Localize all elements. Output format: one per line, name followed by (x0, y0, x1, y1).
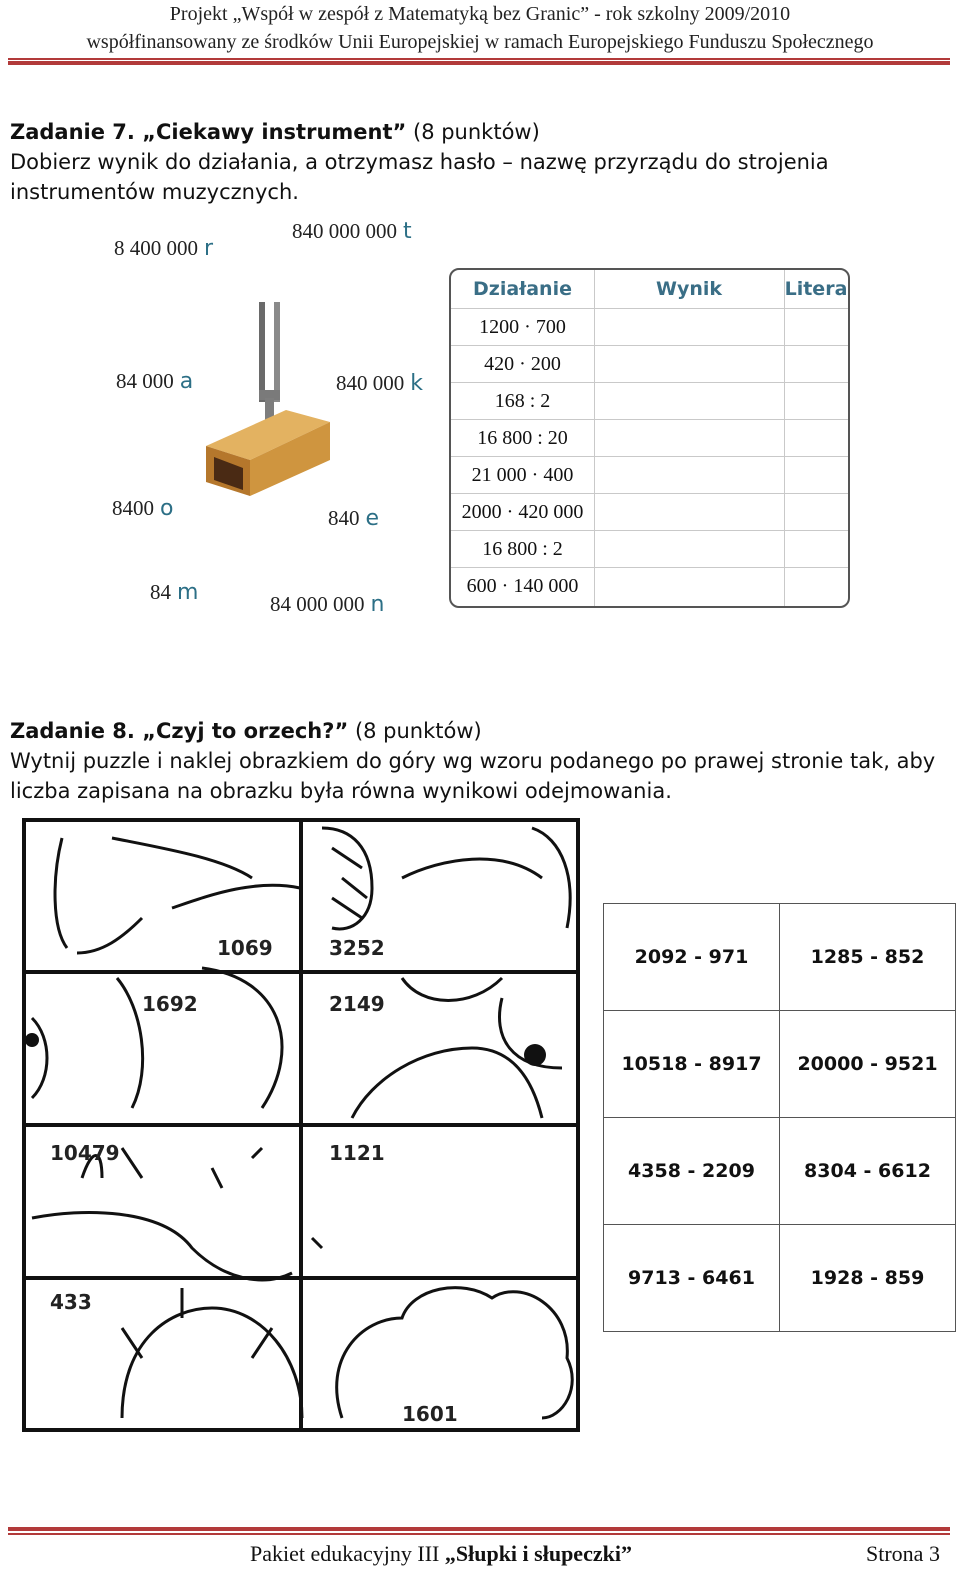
subtraction-cell: 8304 - 6612 (780, 1118, 956, 1225)
puzzle-number: 1692 (142, 992, 198, 1016)
header-rule (8, 58, 950, 60)
label-e: 840 e (328, 506, 380, 531)
operation-cell: 2000 · 420 000 (461, 501, 584, 523)
puzzle-number: 2149 (329, 992, 385, 1016)
header-funding-line: współfinansowany ze środków Unii Europejskiej w ramach Europejskiego Funduszu Społecznego (86, 31, 874, 53)
table-row (451, 382, 848, 420)
puzzle-number: 10479 (50, 1141, 120, 1165)
header-project-line: Projekt „Współ w zespół z Matematyką bez Granic” - rok szkolny 2009/2010 (169, 3, 791, 25)
table-row (451, 456, 848, 494)
col-header-operation: Działanie (473, 278, 572, 300)
task7-text (10, 117, 950, 207)
task8-instructions: Wytnij puzzle i naklej obrazkiem do góry wg wzoru podanego po prawej stronie tak, aby liczba zapisana na obrazku była równa wynikowi odejmowania. (10, 749, 936, 803)
puzzle-number: 3252 (329, 936, 385, 960)
label-o: 8400 o (112, 496, 174, 521)
puzzle-drawing (22, 818, 582, 1434)
task7-table (449, 268, 850, 608)
subtraction-cell: 2092 - 971 (604, 904, 780, 1011)
task8-table (603, 903, 956, 1332)
page-number: Strona 3 (866, 1541, 940, 1566)
operation-cell: 168 : 2 (494, 390, 551, 412)
footer-title: „Słupki i słupeczki” (444, 1541, 632, 1566)
task7-instructions: Dobierz wynik do działania, a otrzymasz hasło – nazwę przyrządu do strojenia instrumentów muzycznych. (10, 150, 829, 204)
col-header-result: Wynik (655, 278, 723, 300)
label-k: 840 000 k (336, 371, 423, 396)
table-row (451, 419, 848, 457)
label-r: 8 400 000 r (114, 236, 214, 261)
label-m: 84 m (150, 580, 199, 605)
operation-cell: 1200 · 700 (479, 316, 566, 338)
operation-cell: 21 000 · 400 (471, 464, 574, 486)
table-row (451, 345, 848, 383)
puzzle-number: 1121 (329, 1141, 385, 1165)
subtraction-cell: 4358 - 2209 (604, 1118, 780, 1225)
header-rule-thick (8, 61, 950, 65)
table-row (604, 1011, 956, 1118)
table-row (451, 308, 848, 346)
table-row (451, 493, 848, 531)
table-row (604, 904, 956, 1011)
operation-cell: 16 800 : 2 (482, 538, 563, 560)
task7-points: (8 punktów) (413, 120, 540, 144)
footer-package: Pakiet edukacyjny III „Słupki i słupeczki” (250, 1541, 632, 1566)
label-a: 84 000 a (116, 369, 194, 394)
operation-cell: 600 · 140 000 (466, 575, 579, 597)
subtraction-cell: 1285 - 852 (780, 904, 956, 1011)
puzzle-grid (22, 818, 582, 1434)
table-row (451, 567, 848, 605)
subtraction-cell: 1928 - 859 (780, 1225, 956, 1332)
task8-points: (8 punktów) (354, 719, 482, 743)
puzzle-number: 1601 (402, 1402, 458, 1426)
operation-cell: 420 · 200 (484, 353, 561, 375)
puzzle-number: 1069 (217, 936, 273, 960)
puzzle-number: 433 (50, 1290, 92, 1314)
task8-text (10, 716, 950, 806)
subtraction-cell: 9713 - 6461 (604, 1225, 780, 1332)
col-header-letter: Litera (784, 278, 848, 300)
footer-rule (8, 1533, 950, 1535)
table-row (451, 530, 848, 568)
page-header (0, 0, 960, 56)
label-t: 840 000 000 t (292, 219, 412, 244)
task8-heading: Zadanie 8. „Czyj to orzech?” (10, 719, 349, 743)
tuning-fork-image (198, 300, 333, 500)
label-n: 84 000 000 n (270, 592, 385, 617)
subtraction-cell: 20000 - 9521 (780, 1011, 956, 1118)
operation-cell: 16 800 : 20 (477, 427, 568, 449)
subtraction-cell: 10518 - 8917 (604, 1011, 780, 1118)
table-row (604, 1225, 956, 1332)
footer-rule-thick (8, 1527, 950, 1531)
task7-heading: Zadanie 7. „Ciekawy instrument” (10, 120, 407, 144)
table-row (604, 1118, 956, 1225)
